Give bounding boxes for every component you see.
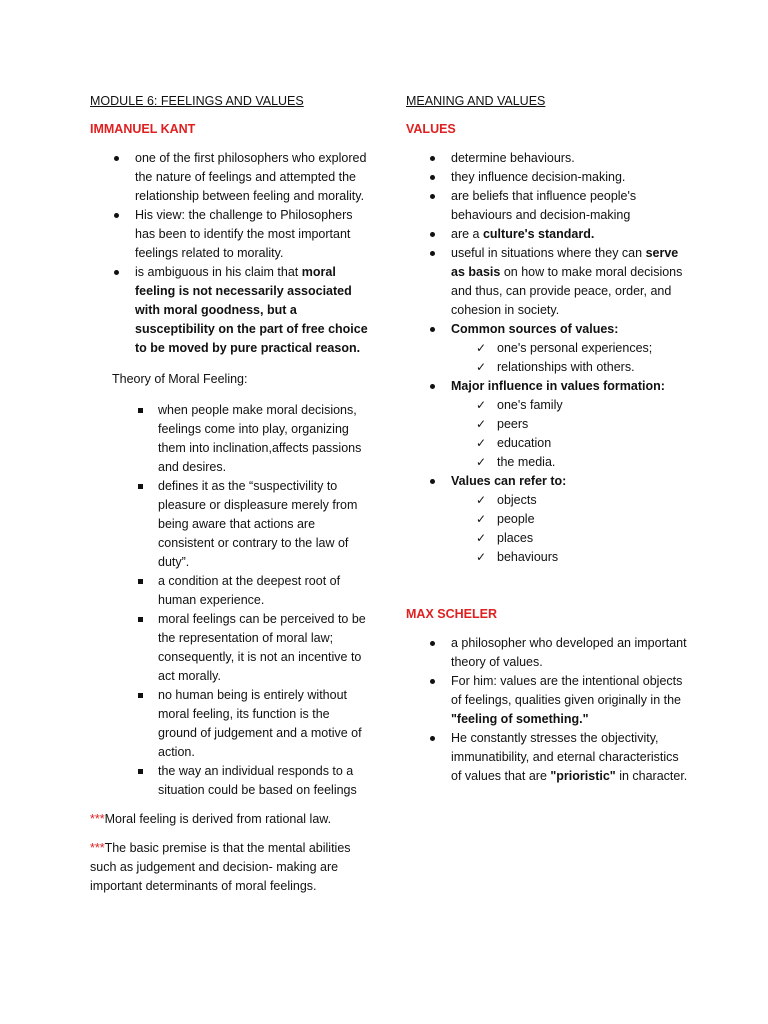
check-item: ✓ relationships with others. xyxy=(406,358,691,377)
values-bullet: Common sources of values: xyxy=(406,320,691,339)
kant-bullet: His view: the challenge to Philosophers has been to identify the most important feelings related to morality. xyxy=(90,206,370,263)
kant-bullet: is ambiguous in his claim that moral feeling is not necessarily associated with moral goodness, but a susceptibility on the part of free choice to be moved by pure practical reason. xyxy=(90,263,370,358)
influence-bullet xyxy=(406,377,691,396)
note: ***Moral feeling is derived from rational law. xyxy=(90,812,332,826)
theory-list xyxy=(90,401,370,800)
meaning-title: MEANING AND VALUES xyxy=(406,94,546,108)
check-item: ✓ the media. xyxy=(406,453,691,472)
influence-heading: Major influence in values formation: xyxy=(451,379,665,393)
kant-heading: IMMANUEL KANT xyxy=(90,122,196,136)
check-item: ✓ objects xyxy=(406,491,691,510)
influence-list xyxy=(406,396,691,472)
theory-item: moral feelings can be perceived to be the representation of moral law; consequently, it is not an incentive to act morally. xyxy=(90,610,370,686)
scheler-bullet: He constantly stresses the objectivity, immunatibility, and eternal characteristics of values that are "prioristic" in character. xyxy=(406,729,691,786)
left-column xyxy=(90,92,370,896)
theory-item: no human being is entirely without moral feeling, its function is the ground of judgement and a motive of action. xyxy=(90,686,370,762)
refer-bullet xyxy=(406,472,691,491)
check-item: ✓ one's family xyxy=(406,396,691,415)
check-item: ✓ one's personal experiences; xyxy=(406,339,691,358)
theory-item: the way an individual responds to a situation could be based on feelings xyxy=(90,762,370,800)
check-item: ✓ people xyxy=(406,510,691,529)
module-title: MODULE 6: FEELINGS AND VALUES xyxy=(90,94,304,108)
refer-list xyxy=(406,491,691,567)
values-bullet: are beliefs that influence people's behaviours and decision-making xyxy=(406,187,691,225)
kant-bullet: one of the first philosophers who explored the nature of feelings and attempted the relationship between feeling and morality. xyxy=(90,149,370,206)
scheler-bullet: a philosopher who developed an important theory of values. xyxy=(406,634,691,672)
theory-item: a condition at the deepest root of human experience. xyxy=(90,572,370,610)
check-item: ✓ education xyxy=(406,434,691,453)
theory-heading: Theory of Moral Feeling: xyxy=(112,372,248,386)
refer-heading: Values can refer to: xyxy=(451,474,567,488)
values-bullet-list xyxy=(406,149,691,339)
values-bullet: they influence decision-making. xyxy=(406,168,691,187)
values-bullet: useful in situations where they can serve as basis on how to make moral decisions and thus, can provide peace, order, and cohesion in society. xyxy=(406,244,691,320)
note: ***The basic premise is that the mental abilities such as judgement and decision- making are important determinants of moral feelings. xyxy=(90,841,351,893)
theory-item: when people make moral decisions, feelings come into play, organizing them into inclination,affects passions and desires. xyxy=(90,401,370,477)
check-item: ✓ places xyxy=(406,529,691,548)
scheler-bullet-list xyxy=(406,634,691,786)
sources-list xyxy=(406,339,691,377)
kant-bullet-list xyxy=(90,149,370,358)
scheler-bullet: For him: values are the intentional objects of feelings, qualities given originally in the "feeling of something." xyxy=(406,672,691,729)
values-heading: VALUES xyxy=(406,122,456,136)
right-column xyxy=(406,92,691,786)
values-bullet: are a culture's standard. xyxy=(406,225,691,244)
check-item: ✓ peers xyxy=(406,415,691,434)
scheler-heading: MAX SCHELER xyxy=(406,607,497,621)
theory-item: defines it as the “suspectivility to pleasure or displeasure merely from being aware that actions are consistent or contrary to the law of duty”. xyxy=(90,477,370,572)
values-bullet: determine behaviours. xyxy=(406,149,691,168)
check-item: ✓ behaviours xyxy=(406,548,691,567)
